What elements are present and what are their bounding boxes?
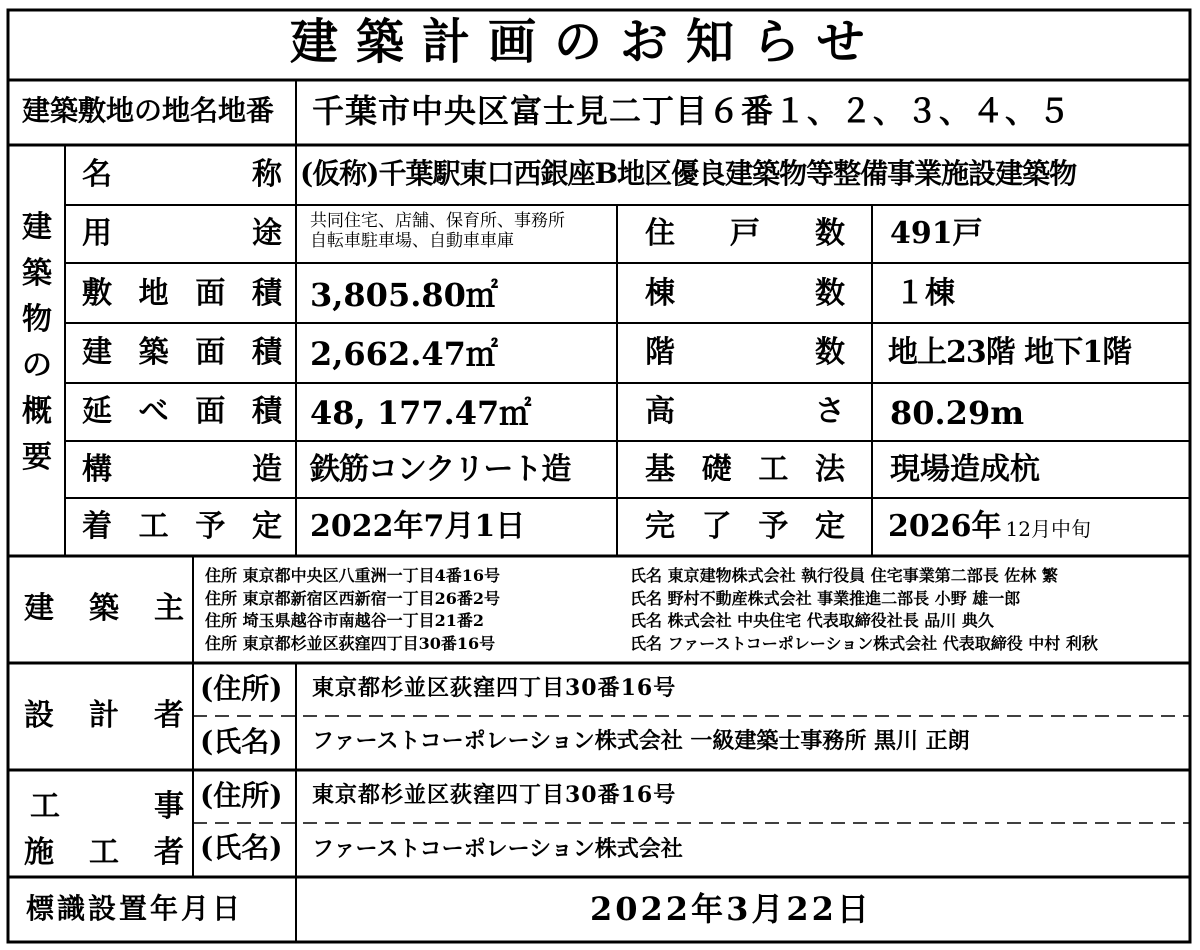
- building-area-label: 建 築 面 積: [82, 335, 282, 370]
- owner-name-row: 氏名 野村不動産株式会社 事業推進二部長 小野 雄一郎: [630, 588, 1021, 608]
- designer-name-value: ファーストコーポレーション株式会社 一級建築士事務所 黒川 正朗: [312, 728, 970, 754]
- contractor-label: 工 事 施 工 者: [24, 789, 184, 870]
- completion-value: 2026年 12月中旬: [888, 509, 1091, 544]
- sign-title: [290, 14, 910, 70]
- units-value: 491戸: [890, 216, 983, 251]
- designer-address-value: 東京都杉並区荻窪四丁目30番16号: [312, 675, 677, 701]
- sign-date-label: 標識設置年月日: [26, 892, 244, 925]
- owner-address-row: 住所 東京都中央区八重洲一丁目4番16号: [205, 566, 500, 585]
- structure-label: 構 造: [82, 452, 282, 487]
- designer-name-label: (氏名): [200, 725, 283, 758]
- start-value: 2022年7月1日: [310, 509, 526, 544]
- building-area-value: 2,662.47㎡: [310, 335, 498, 373]
- floors-label: 階 数: [645, 335, 845, 370]
- site-label: 建築敷地の地名地番: [22, 94, 275, 127]
- title-text: 建築計画のお知らせ: [290, 14, 883, 70]
- owner-addresses: [205, 565, 500, 655]
- owner-name-row: 氏名 東京建物株式会社 執行役員 住宅事業第二部長 佐林 繁: [630, 566, 1058, 585]
- owner-names: [630, 565, 1098, 655]
- contractor-name-value: ファーストコーポレーション株式会社: [312, 836, 683, 862]
- buildings-label: 棟 数: [645, 276, 845, 311]
- use-label: 用 途: [82, 216, 282, 251]
- start-label: 着 工 予 定: [82, 509, 282, 544]
- owner-address-row: 住所 東京都新宿区西新宿一丁目26番2号: [205, 588, 500, 608]
- floor-area-label: 延 べ 面 積: [82, 394, 282, 429]
- site-area-value: 3,805.80㎡: [310, 276, 498, 314]
- height-value: 80.29m: [890, 394, 1025, 432]
- owner-address-row: 住所 埼玉県越谷市南越谷一丁目21番2: [205, 611, 484, 630]
- owner-label: 建 築 主: [24, 591, 184, 626]
- owner-name-row: 氏名 株式会社 中央住宅 代表取締役社長 品川 典久: [630, 611, 994, 630]
- name-value: (仮称)千葉駅東口西銀座B地区優良建築物等整備事業施設建築物: [300, 157, 1077, 190]
- overview-side-label: 建 築 物 の 概 要: [22, 210, 52, 475]
- name-label: 名 称: [82, 157, 282, 192]
- floor-area-value: 48, 177.47㎡: [310, 394, 532, 432]
- use-value: 共同住宅、店舗、保育所、事務所 自転車駐車場、自動車車庫: [310, 211, 565, 251]
- contractor-address-value: 東京都杉並区荻窪四丁目30番16号: [312, 782, 677, 808]
- floors-value: 地上23階 地下1階: [888, 335, 1132, 370]
- designer-address-label: (住所): [200, 672, 283, 705]
- completion-label: 完 了 予 定: [645, 509, 845, 544]
- owner-address-row: 住所 東京都杉並区荻窪四丁目30番16号: [205, 633, 496, 653]
- designer-label: 設 計 者: [24, 698, 184, 733]
- owner-name-row: 氏名 ファーストコーポレーション株式会社 代表取締役 中村 利秋: [630, 633, 1098, 653]
- buildings-value: １棟: [895, 276, 955, 311]
- contractor-name-label: (氏名): [200, 831, 283, 864]
- units-label: 住 戸 数: [645, 216, 845, 251]
- contractor-address-label: (住所): [200, 779, 283, 812]
- structure-value: 鉄筋コンクリート造: [310, 452, 571, 487]
- site-value: 千葉市中央区富士見二丁目６番１、２、３、４、５: [312, 92, 1072, 130]
- foundation-label: 基 礎 工 法: [645, 452, 845, 487]
- foundation-value: 現場造成杭: [890, 452, 1040, 487]
- sign-date-value: 2022年3月22日: [590, 890, 872, 928]
- site-area-label: 敷 地 面 積: [82, 276, 282, 311]
- height-label: 高 さ: [645, 394, 845, 429]
